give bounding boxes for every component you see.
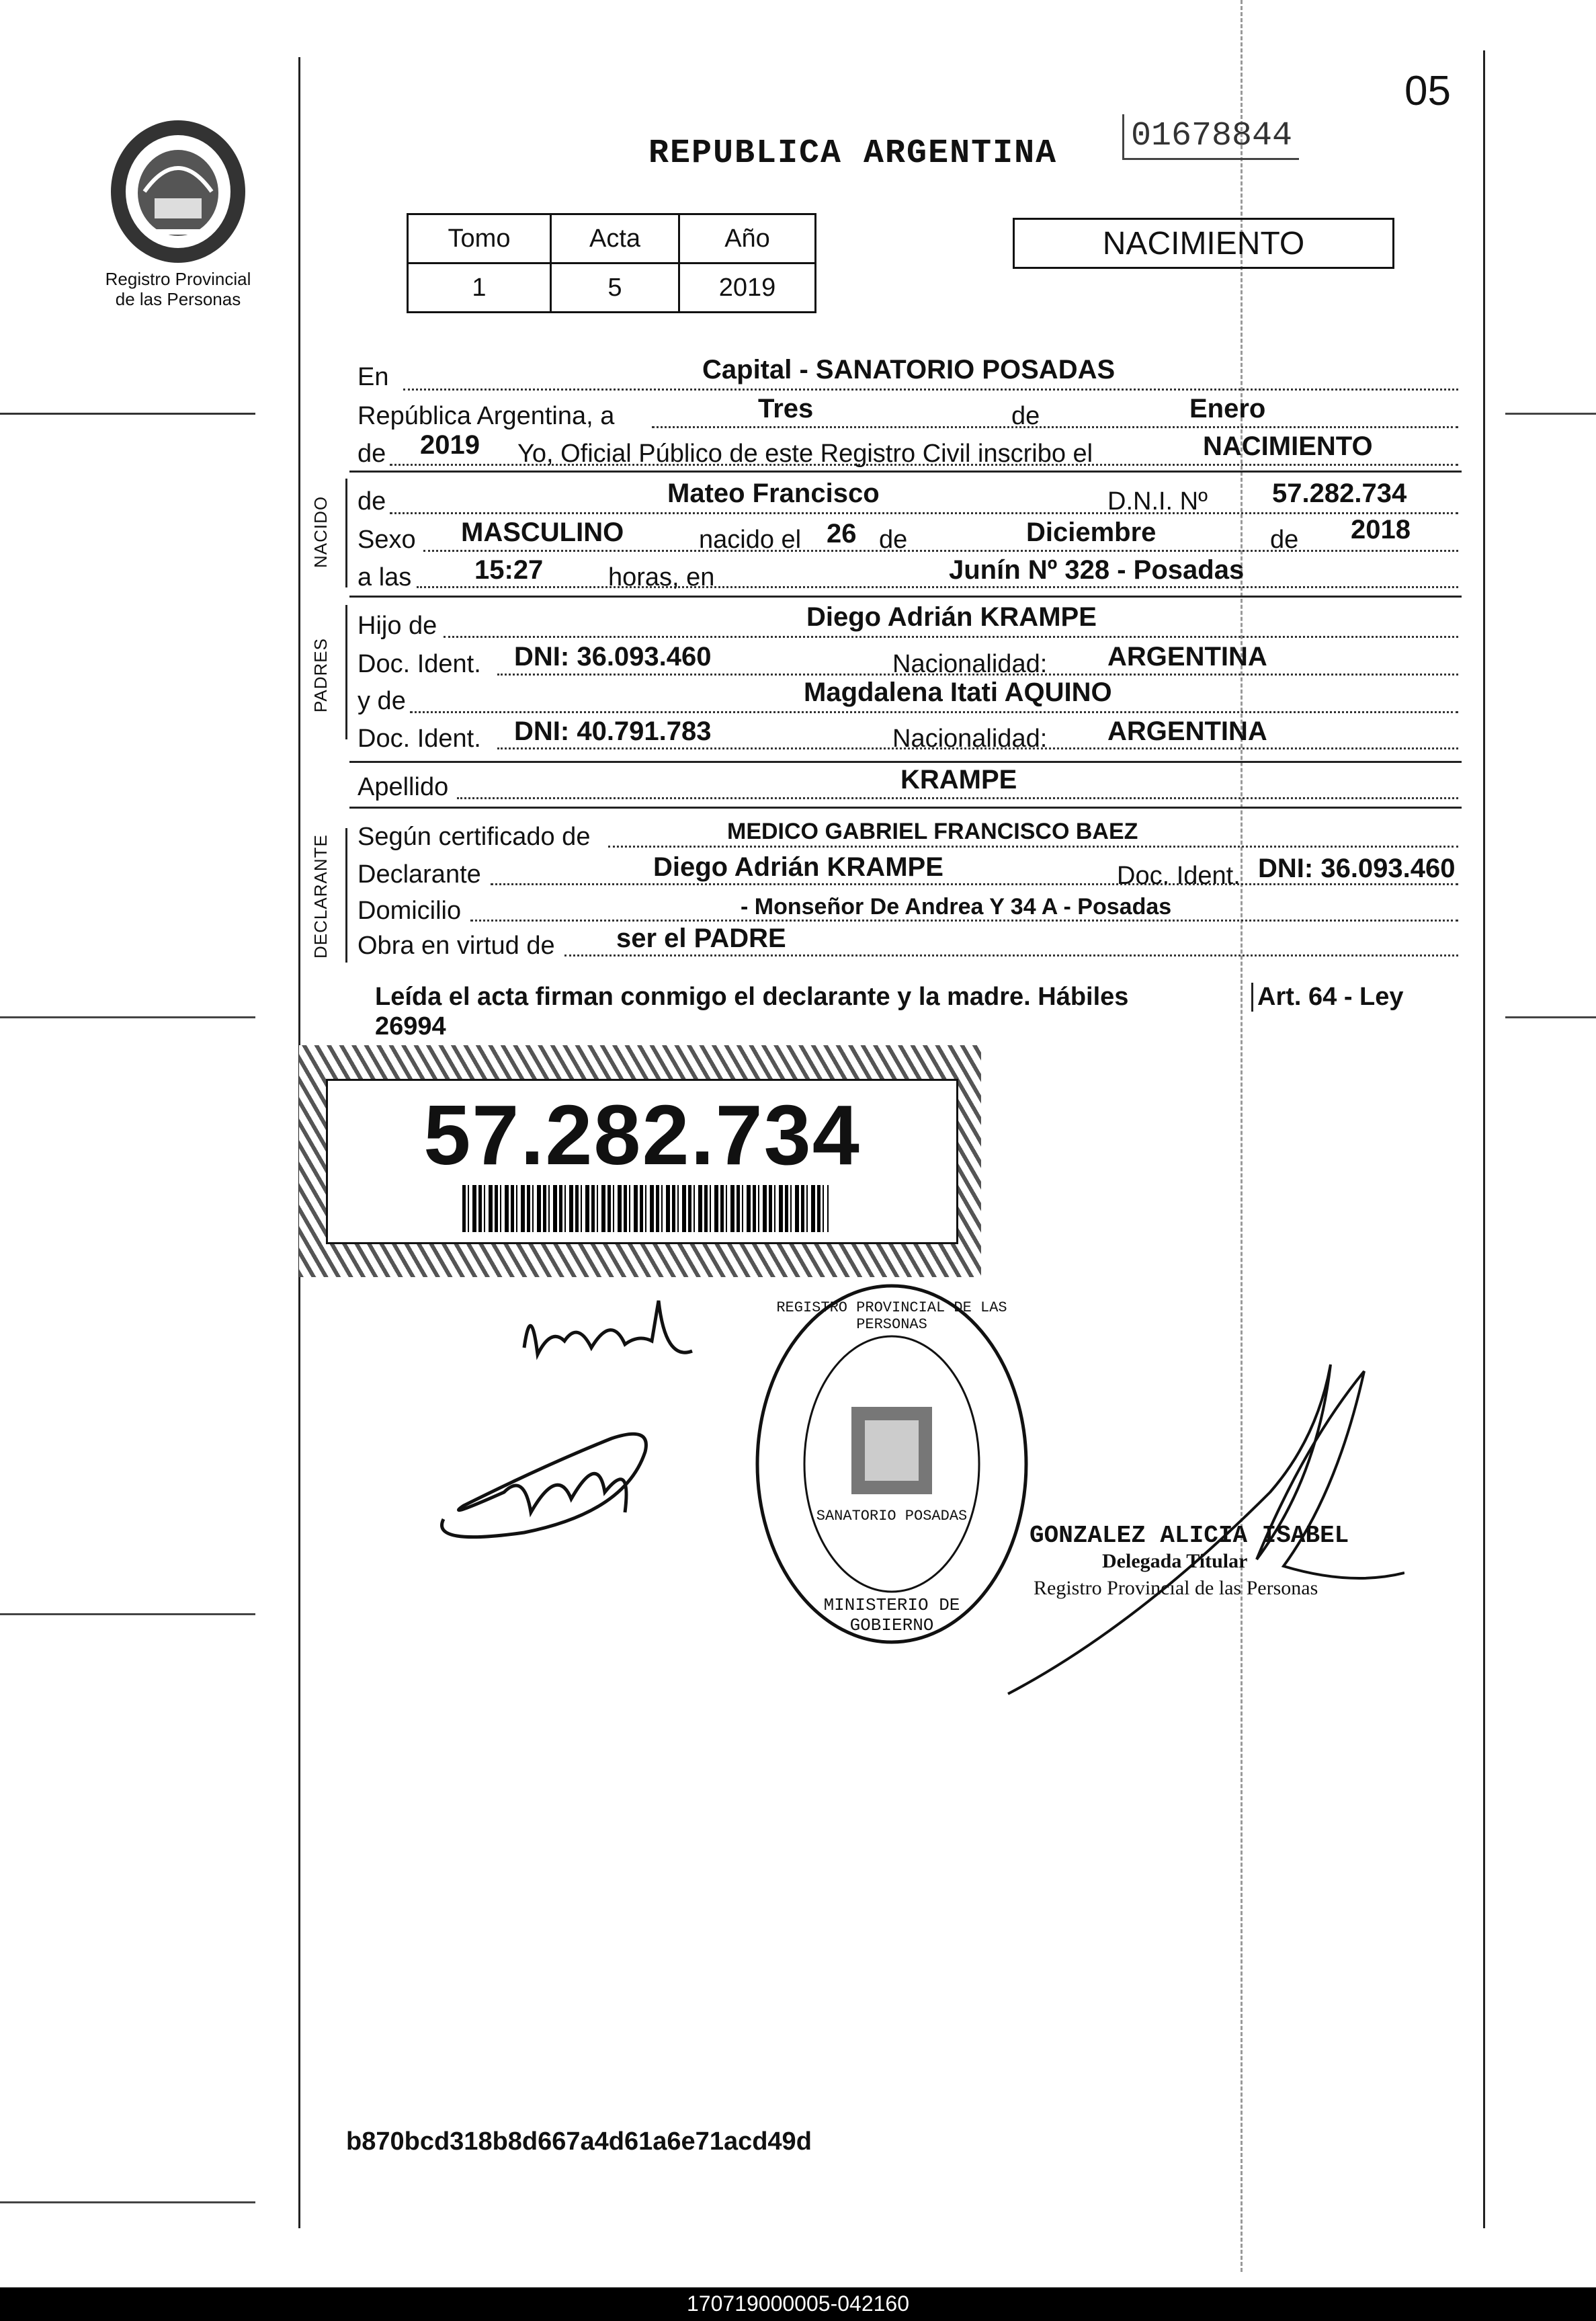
birth-place: Junín Nº 328 - Posadas <box>949 555 1245 585</box>
dotted-line <box>390 512 1458 514</box>
dotted-line <box>410 711 1458 713</box>
dotted-line <box>608 846 1458 848</box>
acts-as-value: ser el PADRE <box>616 924 786 953</box>
stamp-ring-icon <box>751 1279 1033 1649</box>
sex-value: MASCULINO <box>461 518 624 547</box>
sex-label: Sexo <box>358 526 416 554</box>
page-number: 05 <box>1404 68 1451 114</box>
declarant-signature <box>511 1287 706 1381</box>
father-doc-label: Doc. Ident. <box>358 650 481 678</box>
footer-bar <box>0 2287 1596 2321</box>
id-label-sticker <box>299 1045 981 1277</box>
child-of-label: Hijo de <box>358 612 437 640</box>
section-rule <box>349 596 1462 598</box>
document-hash: b870bcd318b8d667a4d61a6e71acd49d <box>346 2127 812 2156</box>
seal-caption-line2: de las Personas <box>115 289 241 309</box>
acta-header: Acta <box>551 214 679 263</box>
address-value: - Monseñor De Andrea Y 34 A - Posadas <box>741 894 1172 920</box>
and-label: y de <box>358 687 406 715</box>
month-label: de <box>1011 402 1040 430</box>
mother-nationality: ARGENTINA <box>1107 717 1267 746</box>
volume-table <box>407 213 816 313</box>
month-value: Enero <box>1189 394 1266 423</box>
section-rule <box>349 471 1462 473</box>
officer-office: Registro Provincial de las Personas <box>1034 1577 1318 1599</box>
id-number: 57.282.734 <box>423 1088 861 1182</box>
stamp-number: 01678844 <box>1122 114 1299 160</box>
section-rule <box>349 807 1462 809</box>
child-dni: 57.282.734 <box>1272 479 1407 508</box>
father-doc: DNI: 36.093.460 <box>514 642 712 671</box>
law-reference: 26994 <box>375 1012 446 1041</box>
dotted-line <box>652 426 1458 428</box>
tomo-header: Tomo <box>408 214 551 263</box>
scan-mark <box>0 413 255 415</box>
declarant-label: Declarante <box>358 860 481 889</box>
name-label: de <box>358 487 386 516</box>
mother-doc-label: Doc. Ident. <box>358 725 481 753</box>
father-name: Diego Adrián KRAMPE <box>806 602 1097 632</box>
dotted-line <box>403 389 1458 391</box>
child-name: Mateo Francisco <box>667 479 880 508</box>
birth-month-label: de <box>879 526 908 554</box>
place-value: Capital - SANATORIO POSADAS <box>702 355 1116 384</box>
dotted-line <box>444 636 1458 638</box>
date-prefix-label: República Argentina, a <box>358 402 615 430</box>
declarant-value: Diego Adrián KRAMPE <box>653 852 943 882</box>
surname-value: KRAMPE <box>900 765 1017 795</box>
official-stamp <box>751 1279 1033 1649</box>
seal-caption <box>87 269 269 309</box>
footer-code: 170719000005-042160 <box>687 2291 909 2316</box>
section-bracket <box>345 828 347 963</box>
provincial-seal-icon <box>108 118 249 266</box>
officer-role: Delegada Titular <box>1102 1550 1248 1572</box>
padres-section-label: PADRES <box>310 638 331 712</box>
stamp-outer-bottom: MINISTERIO DE GOBIERNO <box>823 1595 960 1635</box>
scan-mark <box>1505 1016 1596 1018</box>
barcode-icon <box>462 1185 829 1232</box>
dotted-line <box>417 586 1458 588</box>
mother-name: Magdalena Itati AQUINO <box>804 678 1112 707</box>
id-label-panel <box>326 1079 958 1244</box>
dotted-line <box>423 550 1458 552</box>
mother-nat-label: Nacionalidad: <box>892 725 1048 753</box>
father-nat-label: Nacionalidad: <box>892 650 1048 678</box>
surname-label: Apellido <box>358 773 449 801</box>
certificate-value: MEDICO GABRIEL FRANCISCO BAEZ <box>727 819 1138 844</box>
section-bracket <box>345 479 347 587</box>
ano-value: 2019 <box>679 263 816 313</box>
declarant-doc-label: Doc. Ident. <box>1117 862 1241 890</box>
birth-day: 26 <box>827 519 857 548</box>
section-rule <box>349 761 1462 763</box>
scan-mark <box>0 2201 255 2203</box>
time-label: a las <box>358 563 412 592</box>
year-label: de <box>358 440 386 468</box>
scan-mark <box>1505 413 1596 415</box>
birth-year-label: de <box>1270 526 1299 554</box>
officer-name: GONZALEZ ALICIA ISABEL <box>1030 1522 1349 1549</box>
day-value: Tres <box>758 394 814 423</box>
dni-label: D.N.I. Nº <box>1107 487 1208 516</box>
section-bracket <box>345 605 347 739</box>
acta-value: 5 <box>551 263 679 313</box>
fold-line <box>1241 0 1243 2272</box>
father-nationality: ARGENTINA <box>1107 642 1267 671</box>
place-label: En <box>358 363 389 391</box>
dotted-line <box>457 797 1458 799</box>
record-type-box: NACIMIENTO <box>1013 218 1394 269</box>
tomo-value: 1 <box>408 263 551 313</box>
dotted-line <box>564 954 1458 956</box>
nacido-section-label: NACIDO <box>310 495 331 568</box>
declarant-doc: DNI: 36.093.460 <box>1258 854 1456 883</box>
year-value: 2019 <box>420 430 480 460</box>
mother-doc: DNI: 40.791.783 <box>514 717 712 746</box>
ano-header: Año <box>679 214 816 263</box>
seal-caption-line1: Registro Provincial <box>105 269 251 289</box>
acts-as-label: Obra en virtud de <box>358 932 555 960</box>
stamp-ring-text: REGISTRO PROVINCIAL DE LAS PERSONAS <box>776 1299 1007 1333</box>
scan-mark <box>0 1016 255 1018</box>
stamp-inner-text: SANATORIO POSADAS <box>816 1508 968 1524</box>
country-title: REPUBLICA ARGENTINA <box>648 134 1058 173</box>
closing-text: Leída el acta firman conmigo el declarante y la madre. Hábiles <box>375 983 1129 1011</box>
certificate-label: Según certificado de <box>358 823 591 851</box>
article-reference: Art. 64 - Ley <box>1251 983 1404 1012</box>
address-label: Domicilio <box>358 897 462 925</box>
statement-text: Yo, Oficial Público de este Registro Civil inscribo el <box>517 440 1093 468</box>
born-label: nacido el <box>699 526 802 554</box>
birth-month: Diciembre <box>1026 518 1157 547</box>
record-value: NACIMIENTO <box>1203 432 1373 461</box>
mother-signature <box>423 1412 679 1553</box>
scan-mark <box>0 1613 255 1615</box>
hours-label: horas, en <box>608 563 715 592</box>
declarante-section-label: DECLARANTE <box>310 834 331 959</box>
birth-year: 2018 <box>1351 515 1411 544</box>
right-margin-line <box>1483 50 1485 2228</box>
birth-time: 15:27 <box>474 555 544 585</box>
